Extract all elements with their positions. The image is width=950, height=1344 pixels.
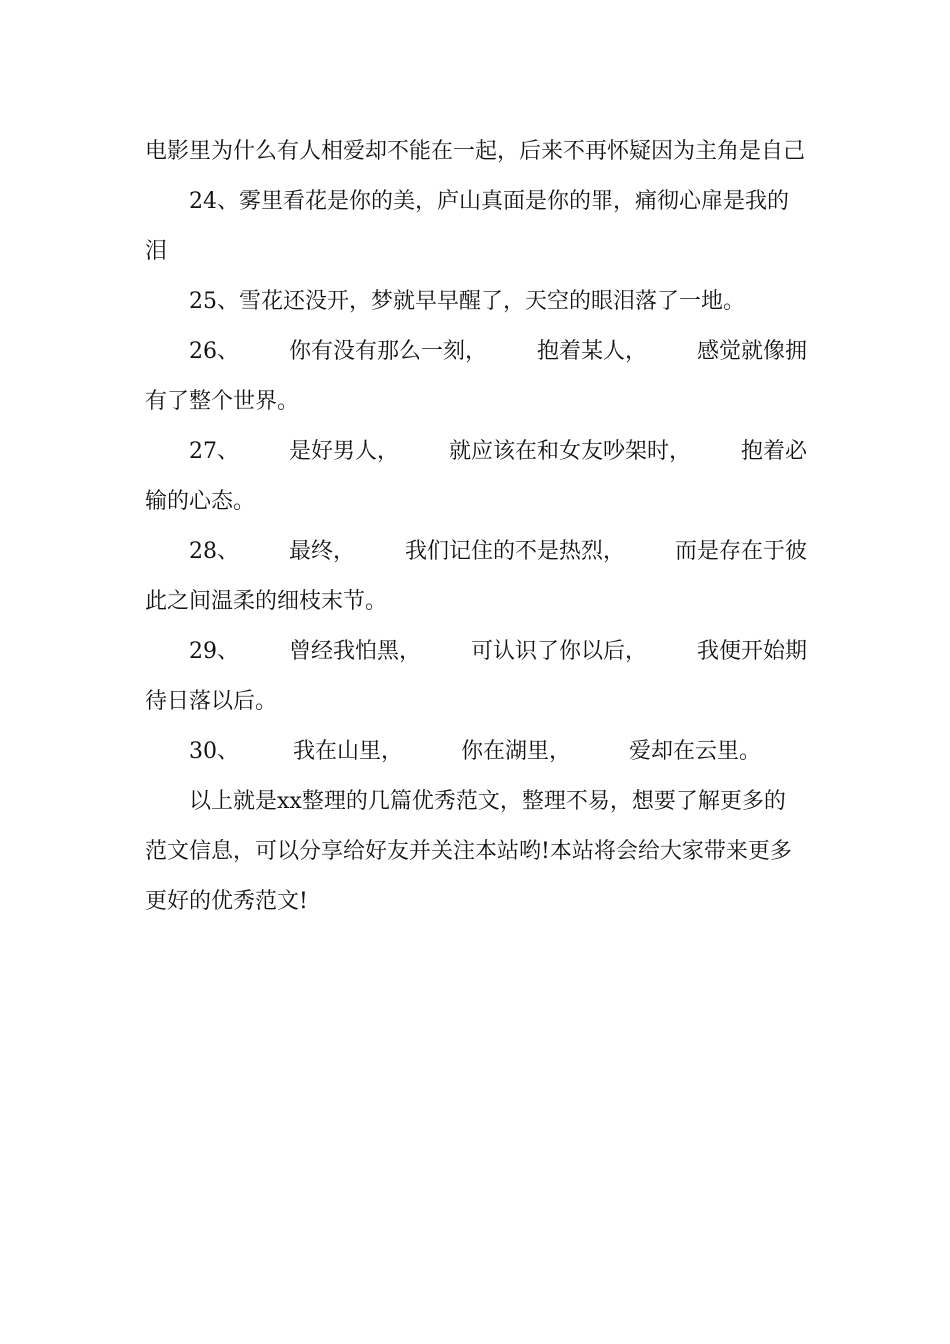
item-phrase: 是好男人，	[288, 439, 399, 464]
item-phrase: 就应该在和女友吵架时，	[448, 439, 691, 464]
paragraph-continued: 电影里为什么有人相爱却不能在一起，后来不再怀疑因为主角是自己	[145, 139, 806, 164]
item-phrase: 爱却在云里。	[629, 739, 762, 764]
item-phrase: 我便开始期	[696, 639, 807, 664]
closing-paragraph: 以上就是xx整理的几篇优秀范文，整理不易，想要了解更多的范文信息，可以分享给好友并关注本站哟!本站将会给大家带来更多更好的优秀范文!	[145, 789, 792, 914]
list-item-25: 25、雪花还没开，梦就早早醒了，天空的眼泪落了一地。	[189, 289, 745, 314]
list-item-26	[145, 327, 807, 427]
item-phrase: 曾经我怕黑，	[288, 639, 421, 664]
item-phrase: 我在山里，	[293, 739, 404, 764]
item-continuation: 输的心态。	[145, 489, 256, 514]
list-item-29	[145, 627, 807, 727]
item-number: 28、	[189, 539, 239, 564]
document-body	[145, 127, 807, 927]
item-phrase: 抱着必	[740, 439, 807, 464]
item-phrase: 抱着某人，	[536, 339, 647, 364]
item-phrase: 而是存在于彼	[674, 539, 807, 564]
item-phrase: 你在湖里，	[461, 739, 572, 764]
item-number: 26、	[189, 339, 239, 364]
item-phrase: 最终，	[288, 539, 355, 564]
item-number: 27、	[189, 439, 239, 464]
item-continuation: 待日落以后。	[145, 689, 278, 714]
list-item-24: 24、雾里看花是你的美，庐山真面是你的罪，痛彻心扉是我的泪	[145, 189, 789, 264]
list-item-28	[145, 527, 807, 627]
item-number: 30、	[189, 739, 239, 764]
item-number: 29、	[189, 639, 239, 664]
item-continuation: 有了整个世界。	[145, 389, 300, 414]
item-phrase: 可认识了你以后，	[470, 639, 647, 664]
item-phrase: 感觉就像拥	[696, 339, 807, 364]
item-continuation: 此之间温柔的细枝末节。	[145, 589, 388, 614]
item-phrase: 我们记住的不是热烈，	[404, 539, 625, 564]
list-item-30	[145, 727, 807, 777]
list-item-27	[145, 427, 807, 527]
item-phrase: 你有没有那么一刻，	[288, 339, 487, 364]
